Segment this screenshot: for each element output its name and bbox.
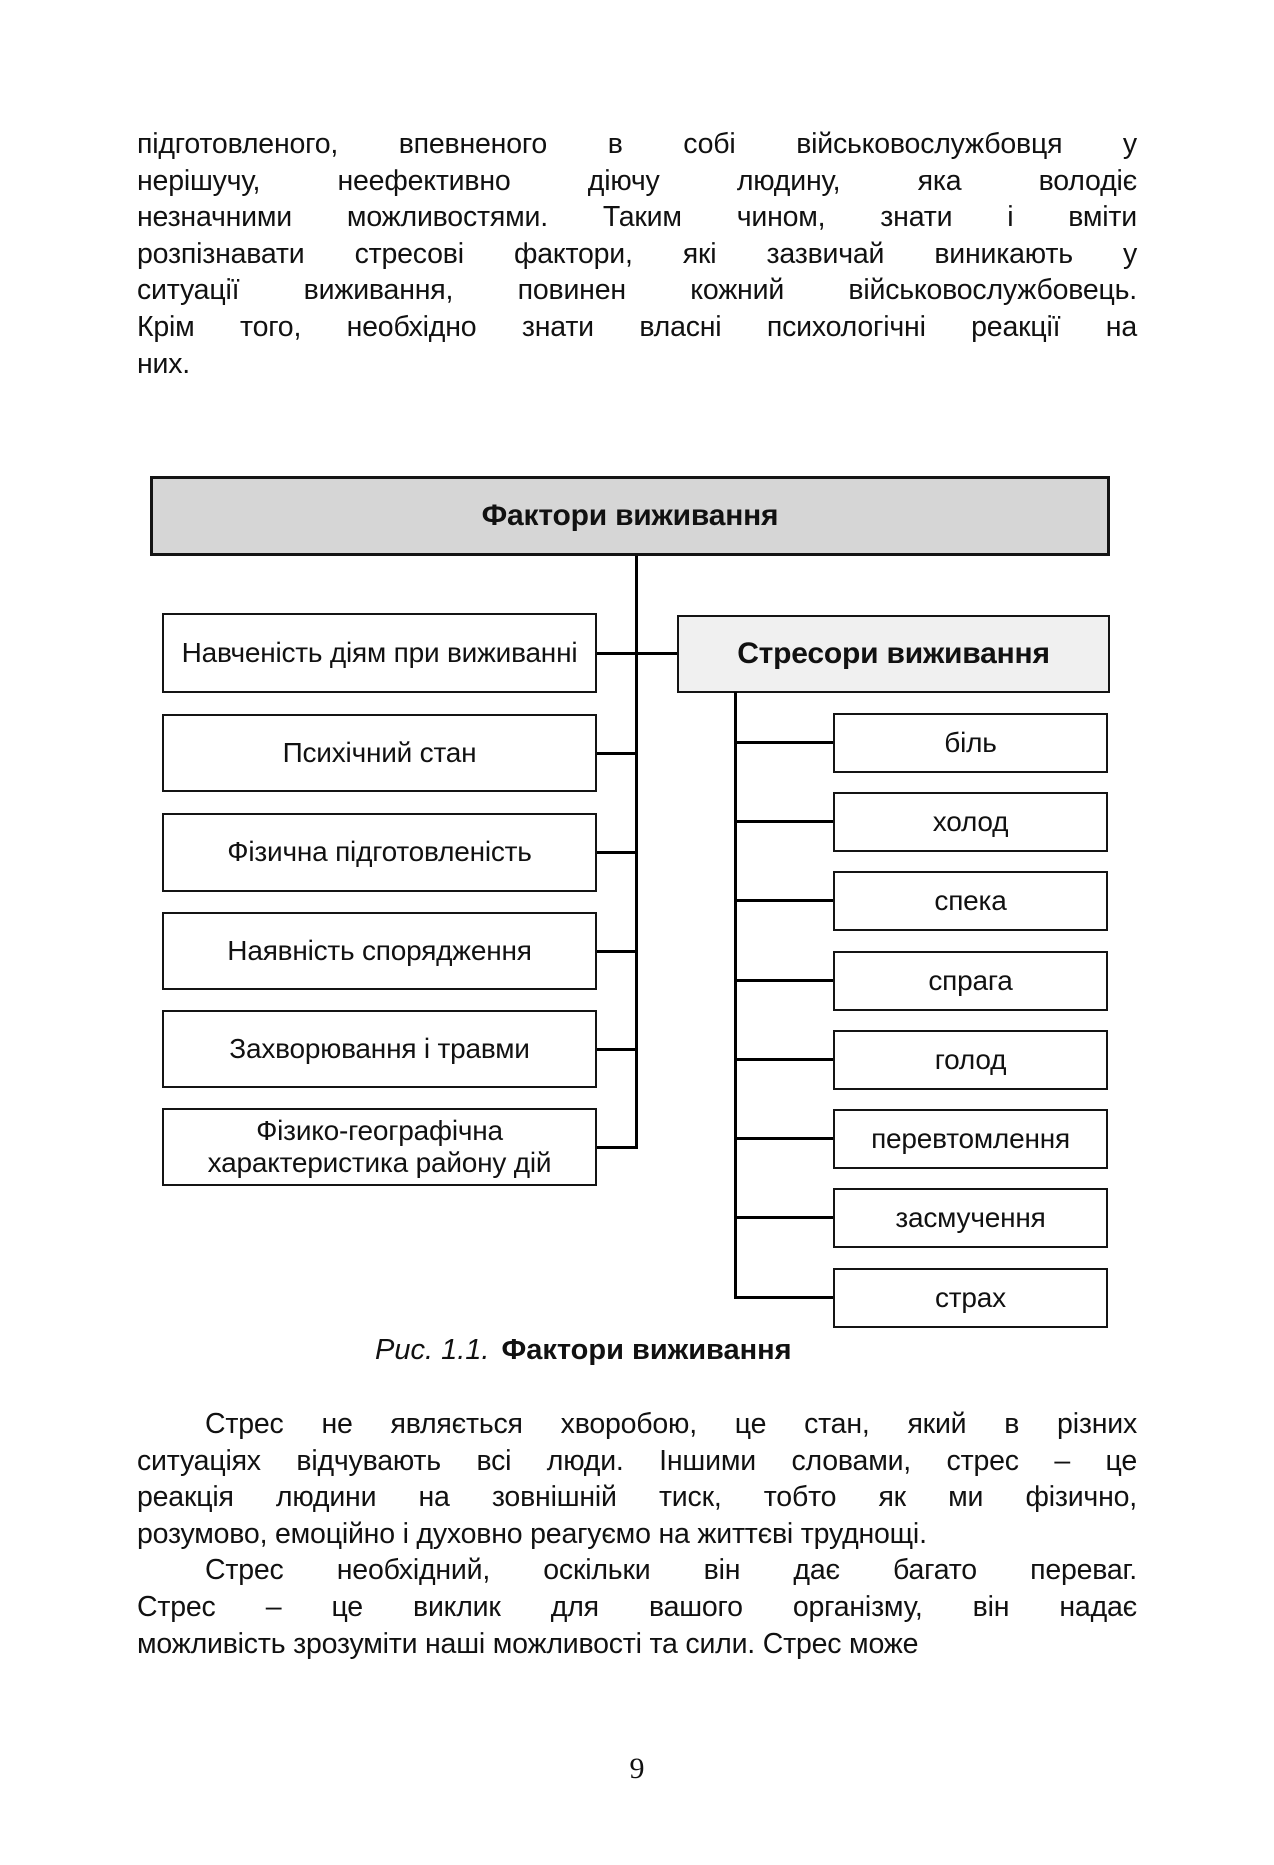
stressor-box — [833, 1030, 1108, 1090]
factor-label: Захворювання і травми — [229, 1032, 530, 1064]
factor-label: Психічний стан — [282, 736, 477, 768]
connector-line — [597, 851, 638, 854]
connector-line — [736, 1216, 833, 1219]
stressors-header-box — [677, 615, 1110, 693]
stressor-box — [833, 1188, 1108, 1248]
figure-caption-title: Фактори виживання — [501, 1334, 792, 1366]
factor-label: Фізична підготовленість — [227, 836, 532, 868]
text-line: Крім того, необхідно знати власні психологічні реакції на — [137, 310, 1137, 343]
connector-line — [736, 979, 833, 982]
text-line: Стрес – це виклик для вашого організму, він надає — [137, 1590, 1137, 1623]
stressor-box — [833, 1268, 1108, 1328]
text-line: Стрес необхідний, оскільки він дає багато переваг. — [205, 1554, 1137, 1587]
factor-box — [162, 714, 597, 792]
text-line: підготовленого, впевненого в собі військовослужбовця у — [137, 128, 1137, 160]
factor-label: Навченість діям при виживанні — [181, 636, 578, 668]
factor-label: Фізико-географічна характеристика району дій — [207, 1114, 552, 1178]
connector-line — [736, 1137, 833, 1140]
factor-box — [162, 912, 597, 990]
connector-line — [736, 1296, 833, 1299]
diagram-root-box — [150, 476, 1110, 556]
text-line: Стрес не являється хворобою, це стан, який в різних — [205, 1408, 1137, 1440]
stressor-box — [833, 951, 1108, 1011]
stressor-box — [833, 1109, 1108, 1169]
factor-box — [162, 613, 597, 693]
text-line: ситуації виживання, повинен кожний військовослужбовець. — [137, 274, 1137, 307]
stressor-label: голод — [934, 1043, 1007, 1075]
factor-box — [162, 813, 597, 892]
page-number: 9 — [629, 1752, 645, 1785]
text-line: розпізнавати стресові фактори, які зазвичай виникають у — [137, 237, 1137, 270]
stressor-box — [833, 792, 1108, 852]
stressor-label: спрага — [928, 964, 1013, 996]
text-line: реакція людини на зовнішній тиск, тобто як ми фізично, — [137, 1481, 1137, 1514]
connector-line — [736, 1058, 833, 1061]
connector-line — [597, 1146, 638, 1149]
stressor-label: перевтомлення — [871, 1122, 1070, 1154]
text-line: незначними можливостями. Таким чином, знати і вміти — [137, 201, 1137, 234]
connector-line — [597, 1048, 638, 1051]
connector-line — [736, 899, 833, 902]
text-line: розумово, емоційно і духовно реагуємо на життєві труднощі. — [137, 1517, 927, 1550]
figure-caption — [375, 1334, 792, 1367]
stressor-box — [833, 871, 1108, 931]
connector-line — [597, 652, 677, 655]
factor-box — [162, 1108, 597, 1186]
connector-line — [736, 741, 833, 744]
paragraph-2 — [137, 1406, 1137, 1662]
stressor-box — [833, 713, 1108, 773]
connector-line — [736, 820, 833, 823]
stressor-label: засмучення — [895, 1201, 1046, 1233]
paragraph-1 — [137, 126, 1137, 382]
stressor-label: страх — [935, 1281, 1006, 1313]
connector-line — [597, 950, 638, 953]
text-line: можливість зрозуміти наші можливості та сили. Стрес може — [137, 1627, 919, 1660]
factor-box — [162, 1010, 597, 1088]
stressor-label: спека — [934, 884, 1007, 916]
stressor-label: холод — [932, 805, 1009, 837]
stressor-label: біль — [944, 726, 997, 758]
text-line: них. — [137, 347, 191, 380]
figure-caption-number: Рис. 1.1. — [375, 1334, 490, 1366]
stressors-header-label: Стресори виживання — [737, 636, 1050, 670]
factor-label: Наявність спорядження — [227, 934, 532, 966]
connector-line — [734, 692, 737, 1299]
connector-line — [597, 752, 638, 755]
text-line: нерішучу, неефективно діючу людину, яка володіє — [137, 164, 1137, 197]
text-line: ситуаціях відчувають всі люди. Іншими словами, стрес – це — [137, 1444, 1137, 1477]
diagram-root-label: Фактори виживання — [481, 498, 779, 532]
